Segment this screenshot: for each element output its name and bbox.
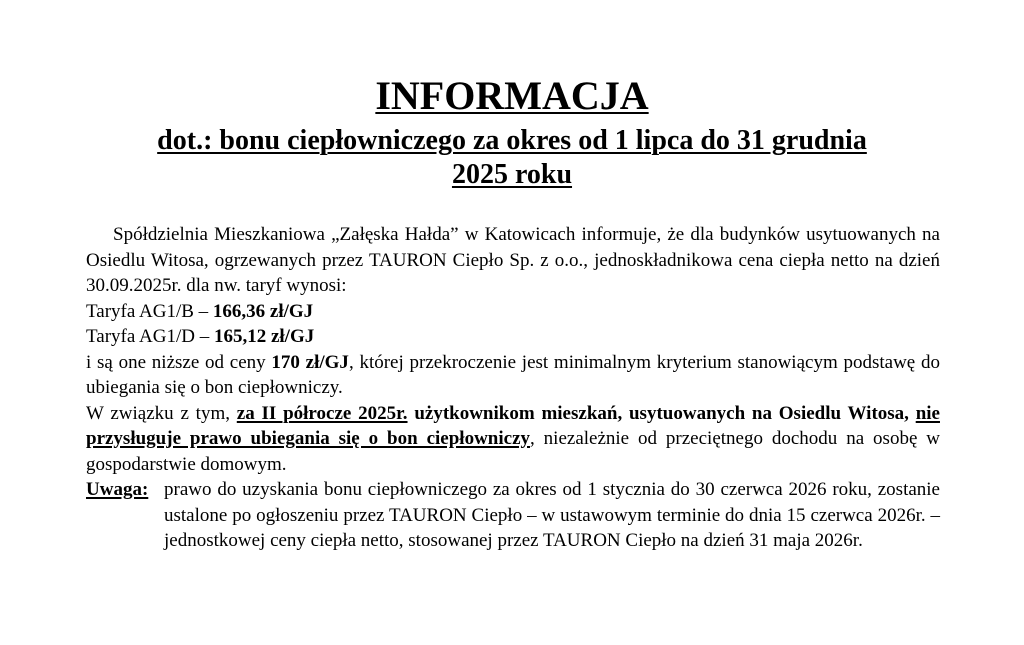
conclusion-no-right: nie przysługuje prawo ubiegania się o bon ciepłowniczy (86, 402, 940, 449)
tariff-b-label: Taryfa AG1/B – (86, 300, 213, 322)
tariff-d-label: Taryfa AG1/D – (86, 326, 214, 347)
threshold-before: i są one niższe od ceny (86, 351, 272, 373)
title-text: INFORMACJA (375, 73, 649, 118)
note-label: Uwaga: (86, 479, 149, 500)
threshold-paragraph (86, 350, 940, 401)
subtitle-line-1: dot.: bonu ciepłowniczego za okres od 1 lipca do 31 grudnia (157, 125, 867, 156)
threshold-after: , której przekroczenie jest minimalnym kryterium stanowiącym podstawę do ubiegania się o bon ciepłowniczy. (86, 351, 940, 398)
document-body (86, 222, 940, 554)
conclusion-users: użytkownikom mieszkań, usytuowanych na Osiedlu Witosa, (407, 402, 916, 424)
tariff-line-d (86, 324, 940, 350)
conclusion-rest: , niezależnie od przeciętnego dochodu na osobę w gospodarstwie domowym. (86, 428, 941, 475)
conclusion-lead: W związku z tym, (86, 402, 237, 424)
intro-paragraph: Spółdzielnia Mieszkaniowa „Załęska Hałda” w Katowicach informuje, że dla budynków usytuowanych na Osiedlu Witosa, ogrzewanych przez TAURON Ciepło Sp. z o.o., jednoskładnikowa cena ciepła netto na dzień 30.09.2025r. dla nw. taryf wynosi: (86, 224, 940, 296)
conclusion-paragraph (86, 401, 940, 478)
threshold-value: 170 zł/GJ (271, 351, 349, 373)
tariff-line-b (86, 299, 940, 325)
note-block (86, 477, 940, 554)
tariff-d-value: 165,12 zł/GJ (213, 326, 315, 347)
tariff-b-value: 166,36 zł/GJ (212, 300, 314, 322)
note-text: prawo do uzyskania bonu ciepłowniczego za okres od 1 stycznia do 30 czerwca 2026 roku, zostanie ustalone po ogłoszeniu przez TAURON Ciepło – w ustawowym terminie do dnia 15 czerwca 2026r. – jednostkowej ceny ciepła netto, stosowanej przez TAURON Ciepło na dzień 31 maja 2026r. (164, 479, 940, 551)
document-subtitle (100, 124, 924, 192)
subtitle-line-2: 2025 roku (451, 159, 573, 190)
document-title (0, 72, 1024, 120)
conclusion-period: za II półrocze 2025r. (236, 402, 408, 424)
